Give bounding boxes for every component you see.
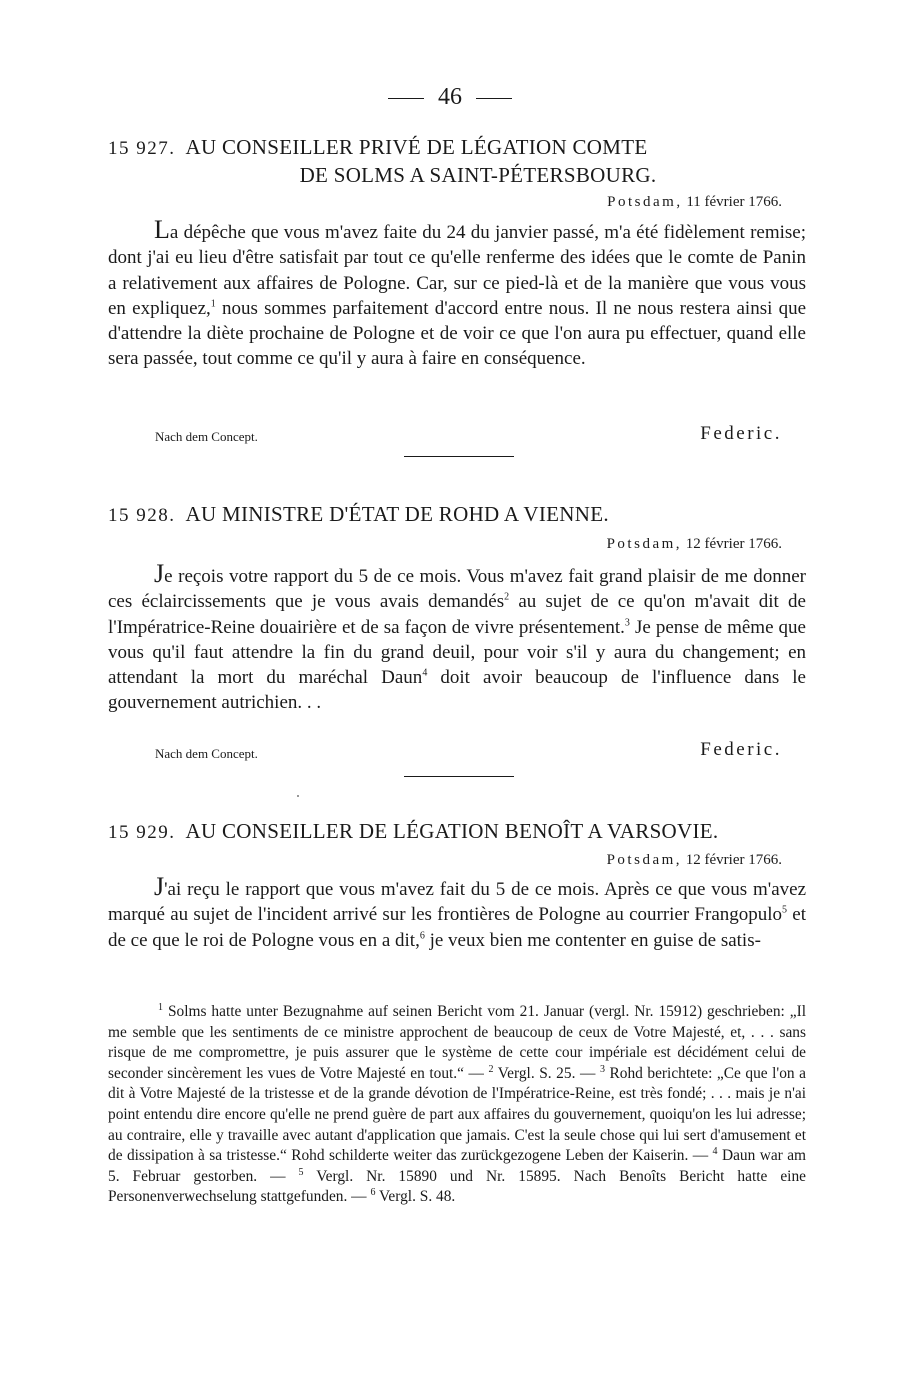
signature: Federic.: [700, 423, 782, 444]
entry-heading-15927: [108, 134, 808, 188]
section-divider: [404, 456, 514, 457]
page-number-dash-right: [476, 98, 512, 99]
entry-number: 15 927.: [108, 138, 176, 159]
initial-letter: J: [154, 872, 165, 901]
entry-place: Potsdam,: [606, 536, 683, 552]
section-divider: [404, 776, 514, 777]
source-note: Nach dem Concept.: [155, 746, 258, 761]
source-note: Nach dem Concept.: [155, 429, 258, 444]
body-text: nous sommes parfaitement d'accord entre nous. Il ne nous restera ainsi que d'attendre la diète prochaine de Pologne et de voir ce que l'on aura pu effectuer, quand elle sera passée, tout comme ce qu'il y aura à faire en conséquence.: [108, 297, 807, 370]
footnote-number: 6: [370, 1187, 376, 1199]
body-text: 'ai reçu le rapport que vous m'avez fait du 5 de ce mois. Après ce que vous m'avez marqué au sujet de l'incident arrivé sur les frontières de Pologne au courrier Frangopulo: [108, 879, 806, 926]
initial-letter: L: [154, 215, 170, 244]
footnotes: [108, 1002, 806, 1208]
footnote-number: 2: [488, 1063, 494, 1075]
footnote-text: Vergl. S. 25. —: [493, 1064, 596, 1082]
entry-date: 12 février 1766.: [685, 536, 782, 552]
entry-heading-line2: DE SOLMS A SAINT-PÉTERSBOURG.: [299, 163, 657, 187]
body-text: e reçois votre rapport du 5 de ce mois. Vous m'avez fait grand plaisir de me donner ces éclaircissements que je vous avais demandés: [108, 566, 806, 613]
footnote-ref: 2: [504, 591, 510, 603]
entry-heading-15928: [108, 501, 808, 529]
entry-heading-line1: AU MINISTRE D'ÉTAT DE ROHD A VIENNE.: [185, 502, 609, 526]
body-text: au sujet de ce qu'on m'avait dit de l'Impératrice-Reine douairière et de sa façon de vivre présentement.: [108, 591, 806, 638]
entry-heading-line1: AU CONSEILLER DE LÉGATION BENOÎT A VARSOVIE.: [185, 819, 719, 843]
entry-number: 15 929.: [108, 822, 176, 843]
footnote-block: [108, 1002, 806, 1208]
entry-place-date: [607, 192, 782, 212]
footnote-text: Vergl. Nr. 15890 und Nr. 15895. Nach Benoîts Bericht hatte eine Personenverwechselung stattgefunden. —: [108, 1167, 806, 1206]
footnote-number: 4: [712, 1146, 718, 1158]
body-text: a dépêche que vous m'avez faite du 24 du janvier passé, m'a été fidèlement remise; dont j'ai eu lieu d'être satisfait par tout ce qu'elle renferme des idées que le comte de Panin a relativement aux affaires de Pologne. Car, sur ce pied-là et de la manière que vous vous en expliquez,: [108, 222, 806, 319]
page-speck: [297, 795, 299, 797]
entry-body: [108, 874, 806, 953]
footnote-ref: 5: [782, 904, 788, 916]
footnote-text: Solms hatte unter Bezugnahme auf seinen Bericht vom 21. Januar (vergl. Nr. 15912) geschrieben: „Il me semble que les sentiments de ce ministre approchent de beaucoup de ceux de Votre Majesté, et, . . . sans risque de me compromettre, je puis assurer que le système de cette cour impériale est décidément celui de seconder sincèrement les vues de Votre Majesté en tout.“ —: [108, 1003, 806, 1082]
page-number-text: 46: [438, 84, 462, 110]
footnote-number: 5: [298, 1166, 304, 1178]
footnote-ref: 6: [419, 930, 425, 942]
footnote-ref: 4: [422, 667, 428, 679]
entry-place: Potsdam,: [606, 852, 683, 868]
entry-place: Potsdam,: [607, 194, 683, 210]
entry-place-date: [607, 850, 782, 870]
footnote-text: Rohd berichtete: „Ce que l'on a dit à Votre Majesté de la tristesse et de la grande dévotion de l'Impératrice-Reine, est très fondé; . . . mais je n'ai point entendu dire encore qu'elle ne prend guère de part aux affaires du gouvernement, quoiqu'on les lui adresse; au contraire, elle y travaille avec autant d'application que jamais. C'est la seule chose qui lui sert d'amusement et de dissipation à sa tristesse.“ Rohd schilderte weiter das zurückgezogene Leben der Kaiserin. —: [108, 1064, 806, 1165]
footnote-number: 1: [158, 1001, 163, 1013]
page-number-dash-left: [388, 98, 424, 99]
body-text: Je pense de même que vous qu'il faut attendre la fin du grand deuil, pour voir s'il y aura du changement; en attendant la mort du maréchal Daun: [108, 616, 806, 689]
initial-letter: J: [154, 559, 165, 588]
body-text: doit avoir beaucoup de l'influence dans le gouvernement autrichien. . .: [108, 667, 806, 714]
signature: Federic.: [700, 739, 782, 760]
entry-body: [108, 561, 806, 716]
footnote-ref: 3: [624, 617, 630, 629]
body-text: et de ce que le roi de Pologne vous en a dit,: [108, 904, 806, 951]
entry-body: [108, 217, 806, 372]
entry-date: 12 février 1766.: [685, 852, 782, 868]
footnote-ref: 1: [210, 298, 216, 310]
page-number: [0, 82, 900, 112]
footnote-text: Vergl. S. 48.: [375, 1188, 456, 1206]
footnote-text: Daun war am 5. Februar gestorben. —: [108, 1147, 806, 1185]
entry-place-date: [607, 534, 782, 554]
footnote-number: 3: [599, 1063, 605, 1075]
entry-heading-15929: [108, 818, 808, 846]
entry-heading-line1: AU CONSEILLER PRIVÉ DE LÉGATION COMTE: [185, 135, 648, 159]
entry-date: 11 février 1766.: [686, 194, 782, 210]
entry-number: 15 928.: [108, 505, 176, 526]
body-text: je veux bien me contenter en guise de satis-: [424, 929, 761, 951]
